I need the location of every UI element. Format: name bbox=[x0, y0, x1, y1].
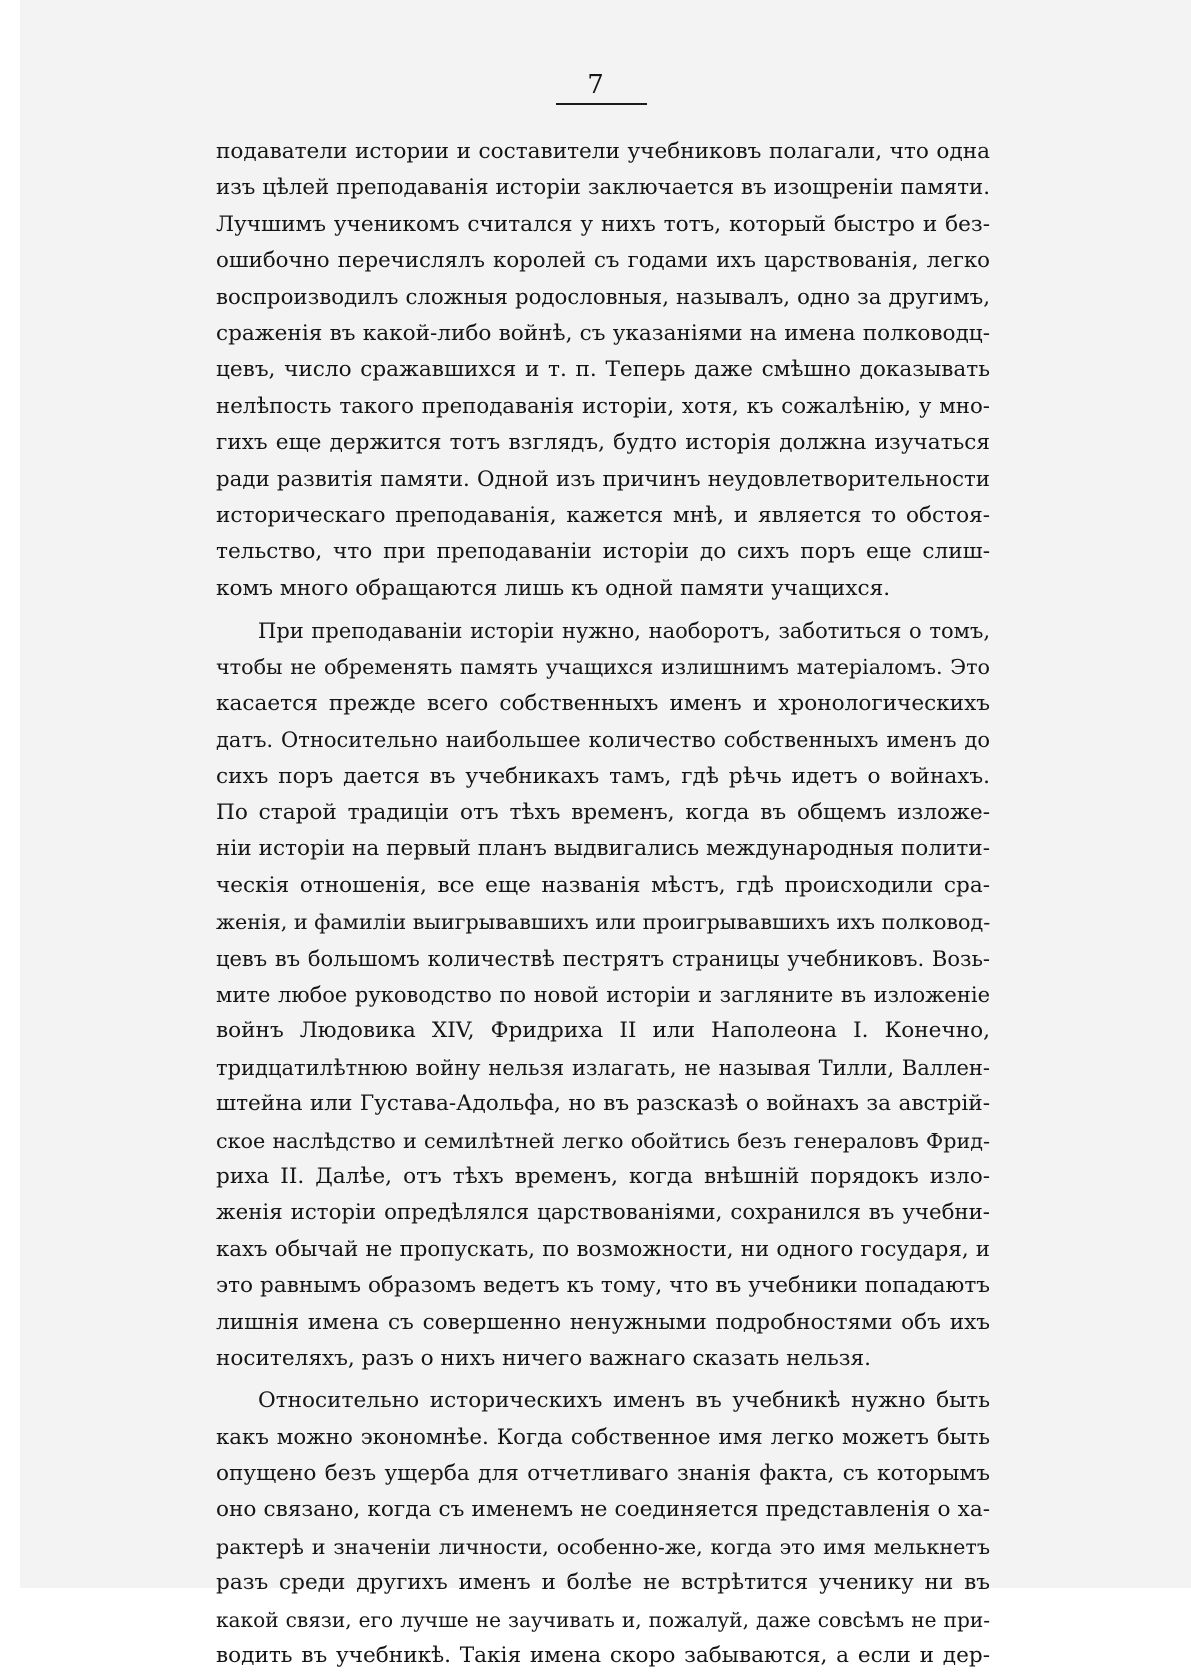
text-line: ческія отношенія, все еще названія мѣстъ, гдѣ происходили сра- bbox=[216, 872, 990, 898]
text-line: датъ. Относительно наибольшее количество собственныхъ именъ до bbox=[216, 728, 990, 753]
text-line: сраженія въ какой-либо войнѣ, съ указаніями на имена полководц- bbox=[216, 320, 990, 346]
text-line: По старой традиціи отъ тѣхъ временъ, когда въ общемъ изложе- bbox=[216, 800, 990, 826]
text-line: цевъ въ большомъ количествѣ пестрятъ страницы учебниковъ. Возь- bbox=[216, 946, 990, 971]
text-line: мите любое руководство по новой исторіи и загляните въ изложеніе bbox=[216, 982, 990, 1007]
text-line: женія исторіи опредѣлялся царствованіями, сохранился въ учебни- bbox=[216, 1200, 990, 1226]
text-line: ніи исторіи на первый планъ выдвигались международныя полити- bbox=[216, 836, 990, 862]
text-line: это равнымъ образомъ ведетъ къ тому, что въ учебники попадаютъ bbox=[216, 1273, 990, 1299]
text-line: ошибочно перечислялъ королей съ годами ихъ царствованія, легко bbox=[216, 248, 990, 274]
text-line: комъ много обращаются лишь къ одной памяти учащихся. bbox=[216, 575, 891, 601]
page-number: 7 bbox=[587, 70, 604, 100]
text-line: рактерѣ и значеніи личности, особенно-же, когда это имя мелькнетъ bbox=[216, 1534, 990, 1559]
text-line: касается прежде всего собственныхъ именъ и хронологическихъ bbox=[216, 690, 990, 716]
text-line: ское наслѣдство и семилѣтней легко обойтись безъ генераловъ Фрид- bbox=[216, 1128, 990, 1153]
text-line: сихъ поръ дается въ учебникахъ тамъ, гдѣ рѣчь идетъ о войнахъ. bbox=[216, 763, 990, 789]
text-line: кахъ обычай не пропускать, по возможности, ни одного государя, и bbox=[216, 1236, 990, 1262]
text-line: войнъ Людовика XIV, Фридриха II или Наполеона I. Конечно, bbox=[216, 1018, 990, 1044]
text-line: изъ цѣлей преподаванія исторіи заключается въ изощреніи памяти. bbox=[216, 175, 990, 201]
text-line: лишнія имена съ совершенно ненужными подробностями объ ихъ bbox=[216, 1309, 990, 1335]
text-line: Лучшимъ ученикомъ считался у нихъ тотъ, который быстро и без- bbox=[216, 211, 990, 237]
text-line: риха II. Далѣе, отъ тѣхъ временъ, когда внѣшній порядокъ изло- bbox=[216, 1163, 990, 1189]
text-line: какъ можно экономнѣе. Когда собственное имя легко можетъ быть bbox=[216, 1424, 990, 1450]
text-line: оно связано, когда съ именемъ не соединяется представленія о ха- bbox=[216, 1497, 990, 1523]
text-line: тридцатилѣтнюю войну нельзя излагать, не называя Тилли, Валлен- bbox=[216, 1055, 990, 1080]
paragraph-first-line: При преподаваніи исторіи нужно, наоборотъ, заботиться о томъ, bbox=[258, 619, 990, 644]
text-line: цевъ, число сражавшихся и т. п. Теперь даже смѣшно доказывать bbox=[216, 357, 990, 383]
text-line: историческаго преподаванія, кажется мнѣ, и является то обстоя- bbox=[216, 502, 990, 528]
text-line: подаватели истории и составители учебниковъ полагали, что одна bbox=[216, 139, 990, 164]
text-line: какой связи, его лучше не заучивать и, пожалуй, даже совсѣмъ не при- bbox=[216, 1607, 990, 1632]
text-line: водить въ учебникѣ. Такія имена скоро забываются, а если и дер- bbox=[216, 1643, 990, 1669]
body-text bbox=[216, 134, 990, 1674]
text-line: тельство, что при преподаваніи исторіи до сихъ поръ еще слиш- bbox=[216, 539, 990, 565]
text-line: женія, и фамиліи выигрывавшихъ или проигрывавшихъ ихъ полковод- bbox=[216, 910, 991, 935]
text-line: воспроизводилъ сложныя родословныя, называлъ, одно за другимъ, bbox=[216, 284, 990, 310]
text-line: носителяхъ, разъ о нихъ ничего важнаго сказать нельзя. bbox=[216, 1345, 872, 1371]
text-line: разъ среди другихъ именъ и болѣе не встрѣтится ученику ни въ bbox=[216, 1570, 990, 1596]
text-line: чтобы не обременять память учащихся излишнимъ матеріаломъ. Это bbox=[216, 655, 990, 680]
text-line: гихъ еще держится тотъ взглядъ, будто исторія должна изучаться bbox=[216, 430, 990, 456]
text-line: опущено безъ ущерба для отчетливаго знанія факта, съ которымъ bbox=[216, 1461, 990, 1487]
text-line: штейна или Густава-Адольфа, но въ разсказѣ о войнахъ за австрій- bbox=[216, 1091, 990, 1117]
text-line: нелѣпость такого преподаванія исторіи, хотя, къ сожалѣнію, у мно- bbox=[216, 393, 990, 419]
paragraph-first-line: Относительно историческихъ именъ въ учебникѣ нужно быть bbox=[258, 1388, 990, 1414]
text-line: ради развитія памяти. Одной изъ причинъ неудовлетворительности bbox=[216, 466, 990, 492]
page-number-rule bbox=[556, 103, 647, 105]
